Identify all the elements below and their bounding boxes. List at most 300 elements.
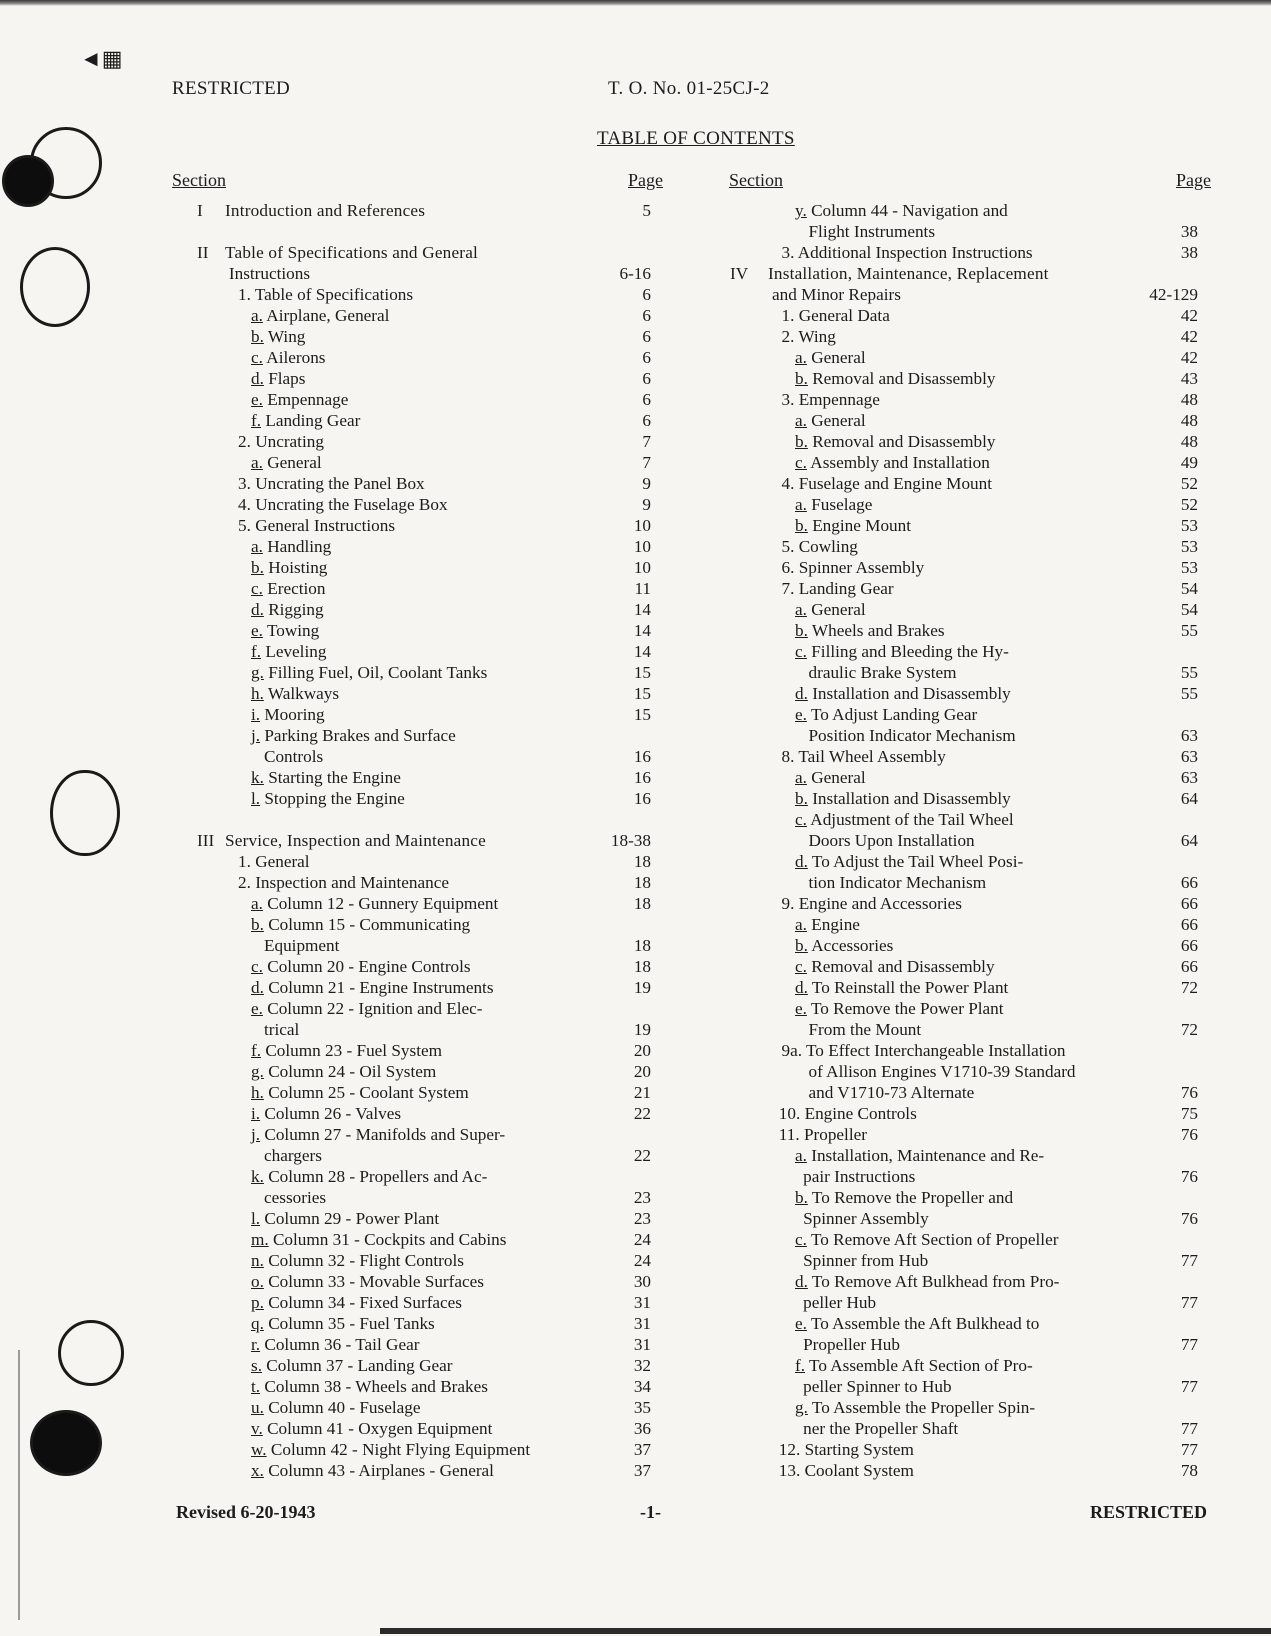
- toc-entry: [0, 725, 1271, 746]
- entry-title: [795, 1187, 1013, 1208]
- entry-letter: h.: [251, 684, 264, 703]
- entry-title: [809, 872, 987, 893]
- entry-page: 38: [1180, 222, 1198, 241]
- entry-label: 10. Engine Controls: [778, 1104, 917, 1123]
- toc-entry: [0, 1103, 1271, 1124]
- entry-page: 18: [633, 957, 651, 976]
- entry-page: 76: [1180, 1083, 1198, 1102]
- entry-page: 55: [1180, 621, 1198, 640]
- entry-label: 2. Uncrating: [238, 432, 324, 451]
- entry-page: 20: [633, 1062, 651, 1081]
- entry-title: [795, 851, 1023, 872]
- entry-letter: r.: [251, 1335, 261, 1354]
- entry-letter: d.: [795, 852, 808, 871]
- toc-entry: [0, 431, 1271, 452]
- entry-label: draulic Brake System: [808, 663, 957, 682]
- entry-page: 18: [633, 936, 651, 955]
- toc-entry: [0, 1355, 1271, 1376]
- entry-label: Column 34 - Fixed Surfaces: [268, 1293, 463, 1312]
- entry-label: Erection: [267, 579, 326, 598]
- entry-letter: c.: [795, 453, 807, 472]
- entry-title: [795, 809, 1014, 830]
- toc-entry: [0, 1271, 1271, 1292]
- entry-page: 54: [1180, 600, 1198, 619]
- entry-label: Column 29 - Power Plant: [264, 1209, 440, 1228]
- entry-letter: m.: [251, 1230, 269, 1249]
- entry-label: Fuselage: [811, 495, 873, 514]
- entry-page: 77: [1180, 1335, 1198, 1354]
- entry-label: Flaps: [268, 369, 306, 388]
- entry-label: Ailerons: [266, 348, 326, 367]
- toc-entry: [0, 473, 1271, 494]
- toc-entry: [0, 1124, 1271, 1145]
- entry-page: 11: [634, 579, 651, 598]
- entry-title: [795, 641, 1009, 662]
- toc-entry: [0, 200, 1271, 221]
- entry-page: 6: [642, 306, 651, 325]
- entry-page: 77: [1180, 1293, 1198, 1312]
- entry-letter: j.: [251, 1125, 261, 1144]
- entry-title: [809, 662, 957, 683]
- entry-label: Column 38 - Wheels and Brakes: [264, 1377, 488, 1396]
- entry-label: Hoisting: [268, 558, 328, 577]
- entry-page: 66: [1180, 915, 1198, 934]
- entry-title: [795, 704, 977, 725]
- entry-page: 20: [633, 1041, 651, 1060]
- right-section-header: Section: [729, 170, 783, 190]
- entry-page: 36: [633, 1419, 651, 1438]
- entry-label: Equipment: [264, 936, 340, 955]
- entry-page: 38: [1180, 243, 1198, 262]
- entry-page: 52: [1180, 474, 1198, 493]
- entry-page: 42-129: [1149, 285, 1198, 304]
- entry-letter: c.: [251, 348, 263, 367]
- entry-label: Column 44 - Navigation and: [811, 201, 1008, 220]
- entry-letter: b.: [795, 621, 808, 640]
- entry-title: [803, 1376, 951, 1397]
- header-restricted: RESTRICTED: [172, 78, 291, 99]
- entry-page: 6: [642, 411, 651, 430]
- entry-title: [795, 788, 1011, 809]
- entry-letter: k.: [251, 768, 264, 787]
- section-numeral: II: [197, 243, 209, 262]
- entry-page: 64: [1180, 789, 1198, 808]
- entry-page: 23: [633, 1209, 651, 1228]
- entry-label: 3. Uncrating the Panel Box: [238, 474, 425, 493]
- entry-letter: b.: [795, 516, 808, 535]
- right-toc-column: [0, 200, 1271, 1481]
- entry-label: and Minor Repairs: [772, 285, 901, 304]
- toc-entry: [0, 452, 1271, 473]
- entry-page: 18: [633, 873, 651, 892]
- entry-letter: x.: [251, 1461, 264, 1480]
- entry-letter: c.: [795, 1230, 807, 1249]
- entry-label: Filling and Bleeding the Hy-: [811, 642, 1009, 661]
- toc-entry: [0, 326, 1271, 347]
- entry-label: 5. Cowling: [781, 537, 858, 556]
- entry-title: [795, 977, 1008, 998]
- entry-letter: b.: [795, 432, 808, 451]
- entry-page: 14: [633, 642, 651, 661]
- left-section-header: Section: [172, 170, 226, 190]
- entry-label: Empennage: [267, 390, 349, 409]
- entry-label: Removal and Disassembly: [812, 432, 996, 451]
- entry-title: [803, 1208, 929, 1229]
- entry-page: 34: [633, 1377, 651, 1396]
- toc-entry: [0, 263, 1271, 284]
- entry-page: 7: [642, 453, 651, 472]
- entry-title: [795, 998, 1004, 1019]
- toc-entry: [0, 935, 1271, 956]
- entry-title: [795, 1313, 1039, 1334]
- entry-label: Column 40 - Fuselage: [268, 1398, 421, 1417]
- entry-title: [795, 935, 893, 956]
- entry-letter: c.: [795, 810, 807, 829]
- entry-label: ner the Propeller Shaft: [803, 1419, 959, 1438]
- entry-label: Towing: [266, 621, 320, 640]
- entry-page: 43: [1180, 369, 1198, 388]
- entry-label: Position Indicator Mechanism: [808, 726, 1016, 745]
- entry-title: [809, 1061, 1076, 1082]
- toc-entry: [0, 1187, 1271, 1208]
- entry-letter: e.: [795, 999, 807, 1018]
- entry-page: 48: [1180, 432, 1198, 451]
- toc-entry: [0, 410, 1271, 431]
- entry-title: [809, 725, 1016, 746]
- entry-letter: i.: [251, 1104, 261, 1123]
- entry-letter: v.: [251, 1419, 263, 1438]
- entry-page: 66: [1180, 936, 1198, 955]
- entry-letter: b.: [251, 327, 264, 346]
- entry-label: 13. Coolant System: [778, 1461, 914, 1480]
- entry-page: 54: [1180, 579, 1198, 598]
- entry-label: General: [811, 348, 866, 367]
- entry-letter: a.: [251, 894, 263, 913]
- entry-label: Removal and Disassembly: [812, 369, 996, 388]
- entry-letter: c.: [795, 957, 807, 976]
- scan-edge-bottom: [380, 1628, 1271, 1634]
- entry-label: To Remove Aft Section of Propeller: [810, 1230, 1059, 1249]
- entry-letter: f.: [795, 1356, 806, 1375]
- entry-page: 63: [1180, 768, 1198, 787]
- entry-label: Column 33 - Movable Surfaces: [268, 1272, 484, 1291]
- entry-label: Installation, Maintenance and Re-: [811, 1146, 1045, 1165]
- entry-title: [782, 242, 1033, 263]
- entry-page: 42: [1180, 306, 1198, 325]
- entry-page: 37: [633, 1461, 651, 1480]
- entry-label: Spinner from Hub: [803, 1251, 929, 1270]
- entry-page: 18: [633, 894, 651, 913]
- toc-entry: [0, 368, 1271, 389]
- entry-page: 48: [1180, 411, 1198, 430]
- toc-entry: [0, 494, 1271, 515]
- toc-entry: [0, 872, 1271, 893]
- entry-letter: g.: [795, 1398, 808, 1417]
- entry-page: 30: [633, 1272, 651, 1291]
- entry-title: [795, 914, 860, 935]
- entry-letter: h.: [251, 1083, 264, 1102]
- entry-title: [795, 410, 866, 431]
- entry-label: and V1710-73 Alternate: [808, 1083, 975, 1102]
- entry-label: Stopping the Engine: [264, 789, 405, 808]
- toc-entry: [0, 683, 1271, 704]
- entry-label: To Adjust the Tail Wheel Posi-: [811, 852, 1024, 871]
- entry-label: peller Spinner to Hub: [803, 1377, 952, 1396]
- entry-label: of Allison Engines V1710-39 Standard: [808, 1062, 1076, 1081]
- entry-page: 24: [633, 1230, 651, 1249]
- entry-label: Column 35 - Fuel Tanks: [268, 1314, 435, 1333]
- entry-letter: a.: [251, 453, 263, 472]
- toc-entry: [0, 1208, 1271, 1229]
- entry-label: 4. Fuselage and Engine Mount: [781, 474, 993, 493]
- entry-page: 6-16: [619, 264, 651, 283]
- entry-page: 9: [642, 474, 651, 493]
- entry-title: [795, 1145, 1044, 1166]
- entry-letter: d.: [795, 978, 808, 997]
- toc-entry: [0, 221, 1271, 242]
- entry-label: Column 20 - Engine Controls: [267, 957, 471, 976]
- toc-entry: [0, 347, 1271, 368]
- entry-page: 18-38: [610, 831, 651, 850]
- entry-title: [782, 893, 962, 914]
- entry-page: 66: [1180, 873, 1198, 892]
- entry-page: 6: [642, 348, 651, 367]
- entry-letter: b.: [795, 1188, 808, 1207]
- entry-page: 77: [1180, 1377, 1198, 1396]
- entry-label: To Assemble the Propeller Spin-: [811, 1398, 1036, 1417]
- entry-page: 53: [1180, 558, 1198, 577]
- toc-entry: [0, 1082, 1271, 1103]
- entry-label: Column 28 - Propellers and Ac-: [268, 1167, 488, 1186]
- entry-page: 77: [1180, 1419, 1198, 1438]
- entry-page: 31: [633, 1335, 651, 1354]
- entry-title: [809, 221, 936, 242]
- entry-page: 64: [1180, 831, 1198, 850]
- entry-label: 3. Empennage: [781, 390, 880, 409]
- entry-label: 11. Propeller: [778, 1125, 867, 1144]
- entry-label: To Reinstall the Power Plant: [811, 978, 1009, 997]
- toc-entry: [0, 704, 1271, 725]
- entry-page: 76: [1180, 1167, 1198, 1186]
- entry-page: 6: [642, 285, 651, 304]
- entry-label: Engine Mount: [812, 516, 912, 535]
- entry-label: Flight Instruments: [808, 222, 936, 241]
- entry-letter: j.: [251, 726, 261, 745]
- entry-title: [795, 683, 1011, 704]
- entry-page: 16: [633, 789, 651, 808]
- entry-label: 9a. To Effect Interchangeable Installation: [781, 1041, 1066, 1060]
- entry-label: Propeller Hub: [803, 1335, 900, 1354]
- entry-letter: f.: [251, 642, 262, 661]
- entry-label: 6. Spinner Assembly: [781, 558, 925, 577]
- entry-label: General: [811, 768, 866, 787]
- entry-label: Column 21 - Engine Instruments: [268, 978, 494, 997]
- entry-letter: b.: [795, 789, 808, 808]
- entry-label: Column 42 - Night Flying Equipment: [270, 1440, 531, 1459]
- toc-entry: [0, 893, 1271, 914]
- entry-title: [768, 263, 1049, 284]
- entry-page: 14: [633, 621, 651, 640]
- entry-page: 14: [633, 600, 651, 619]
- entry-page: 76: [1180, 1125, 1198, 1144]
- entry-page: 15: [633, 705, 651, 724]
- entry-page: 53: [1180, 516, 1198, 535]
- entry-label: Engine: [811, 915, 860, 934]
- entry-letter: b.: [795, 369, 808, 388]
- entry-page: 22: [633, 1146, 651, 1165]
- entry-label: General: [811, 600, 866, 619]
- entry-letter: a.: [795, 600, 807, 619]
- toc-entry: [0, 1439, 1271, 1460]
- entry-label: Column 27 - Manifolds and Super-: [264, 1125, 506, 1144]
- entry-label: To Remove the Propeller and: [811, 1188, 1014, 1207]
- entry-letter: e.: [795, 1314, 807, 1333]
- entry-label: Table of Specifications and General: [225, 243, 479, 262]
- entry-label: 4. Uncrating the Fuselage Box: [238, 495, 448, 514]
- entry-page: 31: [633, 1314, 651, 1333]
- entry-title: [795, 620, 945, 641]
- entry-title: [795, 431, 996, 452]
- toc-entry: [0, 998, 1271, 1019]
- entry-label: Column 23 - Fuel System: [265, 1041, 442, 1060]
- entry-label: peller Hub: [803, 1293, 877, 1312]
- entry-label: Controls: [264, 747, 324, 766]
- entry-letter: e.: [251, 390, 263, 409]
- right-page-header: Page: [1176, 170, 1211, 190]
- entry-label: 2. Inspection and Maintenance: [238, 873, 449, 892]
- toc-entry: [0, 851, 1271, 872]
- entry-letter: q.: [251, 1314, 264, 1333]
- entry-page: 23: [633, 1188, 651, 1207]
- entry-title: [809, 1082, 975, 1103]
- entry-label: Wheels and Brakes: [811, 621, 945, 640]
- entry-letter: e.: [251, 621, 263, 640]
- entry-title: [779, 1103, 917, 1124]
- entry-label: 7. Landing Gear: [781, 579, 894, 598]
- entry-letter: c.: [251, 579, 263, 598]
- entry-label: Column 22 - Ignition and Elec-: [267, 999, 483, 1018]
- entry-letter: a.: [795, 495, 807, 514]
- entry-label: 1. General: [238, 852, 310, 871]
- toc-entry: [0, 1397, 1271, 1418]
- entry-page: 53: [1180, 537, 1198, 556]
- entry-title: [795, 347, 866, 368]
- entry-title: [782, 578, 894, 599]
- entry-page: 77: [1180, 1440, 1198, 1459]
- entry-letter: i.: [251, 705, 261, 724]
- toc-entry: [0, 1229, 1271, 1250]
- header-document-number: T. O. No. 01-25CJ-2: [608, 78, 770, 99]
- entry-label: Airplane, General: [266, 306, 390, 325]
- entry-label: trical: [264, 1020, 300, 1039]
- entry-label: Service, Inspection and Maintenance: [225, 831, 486, 850]
- entry-letter: d.: [795, 1272, 808, 1291]
- entry-label: Adjustment of the Tail Wheel: [810, 810, 1014, 829]
- entry-title: [772, 284, 901, 305]
- entry-label: General: [267, 453, 322, 472]
- section-numeral: IV: [730, 264, 749, 283]
- entry-letter: b.: [251, 915, 264, 934]
- entry-letter: a.: [251, 306, 263, 325]
- entry-label: Spinner Assembly: [803, 1209, 929, 1228]
- entry-label: Instructions: [228, 264, 311, 283]
- toc-entry: [0, 1166, 1271, 1187]
- entry-page: 16: [633, 747, 651, 766]
- entry-title: [782, 389, 880, 410]
- toc-entry: [0, 1418, 1271, 1439]
- entry-title: [795, 1355, 1033, 1376]
- footer-page-number: -1-: [640, 1502, 661, 1522]
- entry-page: 52: [1180, 495, 1198, 514]
- entry-page: 15: [633, 684, 651, 703]
- entry-letter: l.: [251, 1209, 261, 1228]
- entry-page: 21: [633, 1083, 651, 1102]
- toc-entry: [0, 914, 1271, 935]
- entry-title: [795, 1271, 1059, 1292]
- entry-label: Walkways: [267, 684, 340, 703]
- toc-entry: [0, 1460, 1271, 1481]
- entry-label: Column 32 - Flight Controls: [268, 1251, 464, 1270]
- entry-title: [779, 1124, 867, 1145]
- entry-label: 3. Additional Inspection Instructions: [781, 243, 1033, 262]
- toc-entry: [0, 599, 1271, 620]
- entry-page: 76: [1180, 1209, 1198, 1228]
- entry-label: Leveling: [265, 642, 327, 661]
- entry-page: 72: [1180, 1020, 1198, 1039]
- entry-label: Installation and Disassembly: [812, 789, 1011, 808]
- entry-label: Landing Gear: [265, 411, 361, 430]
- entry-title: [795, 1397, 1035, 1418]
- entry-label: Starting the Engine: [268, 768, 401, 787]
- entry-letter: e.: [795, 705, 807, 724]
- entry-title: [782, 473, 993, 494]
- entry-page: 55: [1180, 684, 1198, 703]
- toc-entry: [0, 641, 1271, 662]
- section-numeral: I: [197, 201, 203, 220]
- entry-label: Handling: [267, 537, 332, 556]
- entry-label: 1. General Data: [781, 306, 890, 325]
- left-page-header: Page: [628, 170, 663, 190]
- entry-title: [782, 1040, 1066, 1061]
- entry-label: Wing: [267, 327, 306, 346]
- stamp-icon: ◄▦: [80, 46, 123, 71]
- toc-entry: [0, 788, 1271, 809]
- toc-entry: [0, 956, 1271, 977]
- entry-label: cessories: [264, 1188, 327, 1207]
- entry-page: 72: [1180, 978, 1198, 997]
- entry-page: 66: [1180, 957, 1198, 976]
- entry-page: 6: [642, 369, 651, 388]
- entry-title: [803, 1292, 876, 1313]
- entry-page: 31: [633, 1293, 651, 1312]
- entry-title: [782, 557, 925, 578]
- entry-letter: k.: [251, 1167, 264, 1186]
- toc-entry: [0, 1145, 1271, 1166]
- entry-label: Assembly and Installation: [810, 453, 990, 472]
- entry-page: 16: [633, 768, 651, 787]
- toc-entry: [0, 515, 1271, 536]
- entry-label: 2. Wing: [781, 327, 836, 346]
- toc-entry: [0, 1019, 1271, 1040]
- toc-entry: [0, 557, 1271, 578]
- entry-page: 77: [1180, 1251, 1198, 1270]
- entry-page: 6: [642, 327, 651, 346]
- entry-page: 6: [642, 390, 651, 409]
- toc-entry: [0, 662, 1271, 683]
- entry-page: 35: [633, 1398, 651, 1417]
- entry-title: [782, 746, 946, 767]
- entry-page: 18: [633, 852, 651, 871]
